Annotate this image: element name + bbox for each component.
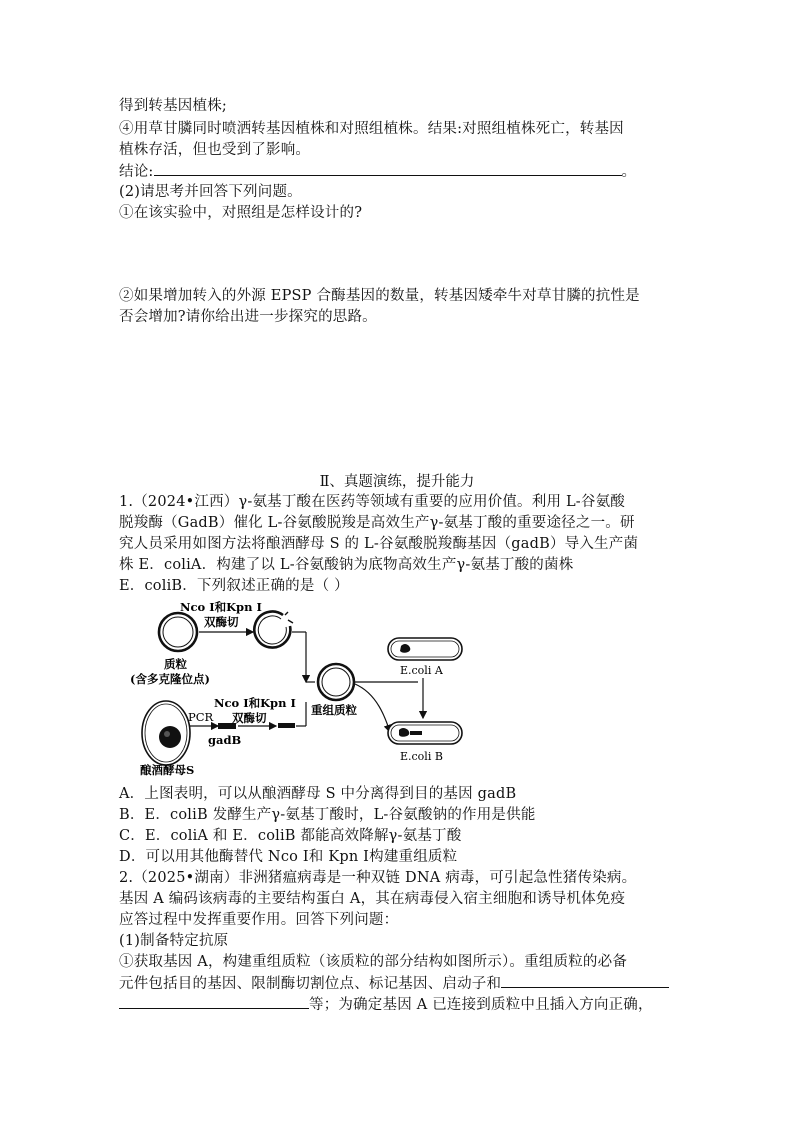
conclusion-end: 。 (621, 164, 637, 180)
yeast-label: 酿酒酵母S (140, 763, 195, 776)
answer-blank[interactable] (119, 994, 309, 1009)
q1-line: 究人员采用如图方法将酿酒酵母 S 的 L-谷氨酸脱羧酶基因（gadB）导入生产菌 (119, 536, 639, 552)
q2-line: 基因 A 编码该病毒的主要结构蛋白 A，其在病毒侵入宿主细胞和诱导机体免疫 (119, 891, 626, 907)
question-sub-2: ②如果增加转入的外源 EPSP 合酶基因的数量，转基因矮牵牛对草甘膦的抗性是 (119, 288, 640, 304)
q1-line: E．coliB．下列叙述正确的是（ ） (119, 578, 349, 594)
q2-line: 应答过程中发挥重要作用。回答下列问题： (119, 912, 399, 928)
option-d: D．可以用其他酶替代 Nco Ⅰ和 Kpn Ⅰ构建重组质粒 (119, 849, 458, 865)
conclusion-line (119, 161, 636, 182)
plasmid-label: 质粒 (164, 657, 187, 671)
text-line: (2)请思考并回答下列问题。 (119, 184, 302, 200)
cut-plasmid (254, 612, 290, 648)
ecoli-b-label: E.coli B (400, 750, 443, 763)
option-a: A．上图表明，可以从酿酒酵母 S 中分离得到目的基因 gadB (119, 786, 517, 802)
conclusion-label: 结论: (119, 164, 154, 180)
q2-line-end: 等；为确定基因 A 已连接到质粒中且插入方向正确， (309, 997, 653, 1013)
gene-label: gadB (208, 733, 242, 747)
plasmid-circle (159, 613, 197, 651)
text-line: 得到转基因植株; (119, 98, 227, 114)
plasmid-label-2: (含多克隆位点) (130, 672, 210, 686)
q2-line (119, 973, 669, 994)
question-sub-1: ①在该实验中，对照组是怎样设计的? (119, 205, 363, 221)
q2-line (119, 994, 653, 1015)
conclusion-blank[interactable] (154, 161, 622, 176)
text-line: 植株存活，但也受到了影响。 (119, 142, 311, 158)
enzyme-label-top: Nco Ⅰ和Kpn Ⅰ (180, 600, 262, 614)
q1-line: 1.（2024•江西）γ-氨基丁酸在医药等领域有重要的应用价值。利用 L-谷氨酸 (119, 494, 625, 510)
yeast-nucleus (159, 726, 181, 748)
q1-line: 脱羧酶（GadB）催化 L-谷氨酸脱羧是高效生产γ-氨基丁酸的重要途径之一。研 (119, 515, 635, 531)
text-line: 否会增加?请你给出进一步探究的思路。 (119, 309, 377, 325)
gene-cloning-figure (118, 598, 478, 776)
q2-line-text: 元件包括目的基因、限制酶切割位点、标记基因、启动子和 (119, 976, 502, 992)
q2-line: 2.（2025•湖南）非洲猪瘟病毒是一种双链 DNA 病毒，可引起急性猪传染病。 (119, 870, 637, 886)
enzyme-label-mid: Nco Ⅰ和Kpn Ⅰ (214, 696, 296, 710)
pcr-label: PCR (188, 710, 214, 724)
gadb-cut-fragment (278, 723, 295, 728)
text-line: ④用草甘膦同时喷洒转基因植株和对照组植株。结果:对照组植株死亡，转基因 (119, 121, 624, 137)
q2-line: (1)制备特定抗原 (119, 933, 229, 949)
option-b: B．E．coliB 发酵生产γ-氨基丁酸时，L-谷氨酸钠的作用是供能 (119, 807, 536, 823)
q2-line: ①获取基因 A，构建重组质粒（该质粒的部分结构如图所示）。重组质粒的必备 (119, 954, 628, 970)
section-title: Ⅱ、真题演练，提升能力 (319, 474, 475, 490)
answer-blank[interactable] (501, 973, 669, 988)
ecoli-a-label: E.coli A (400, 664, 443, 677)
recombinant-label: 重组质粒 (311, 703, 357, 717)
q1-line: 株 E．coliA．构建了以 L-谷氨酸钠为底物高效生产γ-氨基丁酸的菌株 (119, 557, 574, 573)
enzyme-label-mid-2: 双酶切 (232, 711, 267, 725)
option-c: C．E．coliA 和 E．coliB 都能高效降解γ-氨基丁酸 (119, 828, 462, 844)
recombinant-plasmid (318, 664, 354, 700)
enzyme-label-top-2: 双酶切 (204, 615, 239, 629)
